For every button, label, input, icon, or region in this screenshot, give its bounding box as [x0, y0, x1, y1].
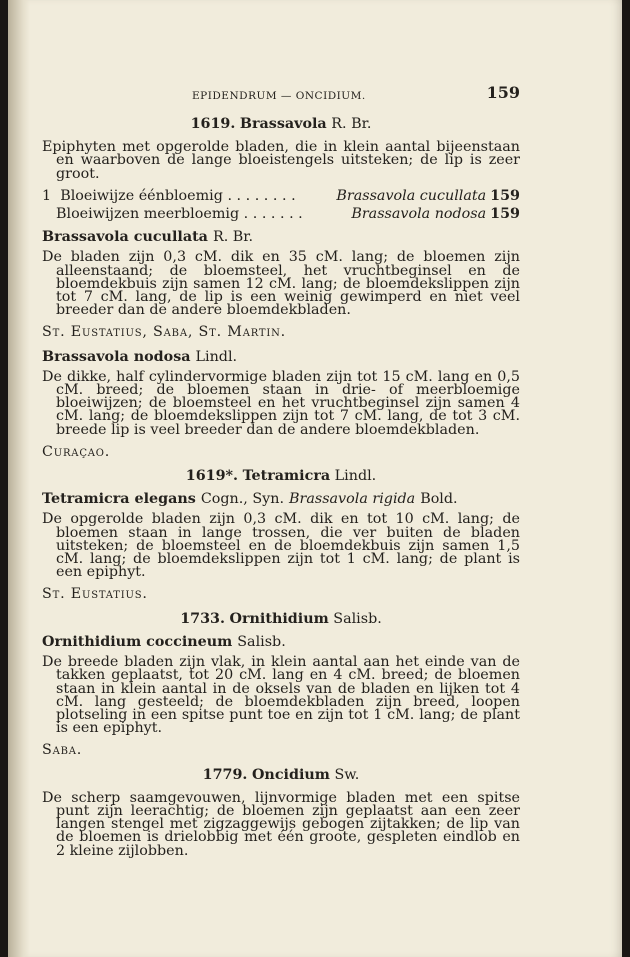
- genus-name: Tetramicra: [242, 468, 331, 485]
- genus-description: Epiphyten met opgerolde bladen, die in klein aantal bijeenstaan en waarboven de lange bloeistengels uitsteken; de lip is zeer groot.: [42, 139, 520, 182]
- species-synonym: Brassavola rigida: [289, 491, 416, 508]
- species-name: Brassavola cucullata: [42, 229, 208, 246]
- species-locality: St. Eustatius.: [42, 586, 148, 603]
- species-locality: Curaçao.: [42, 443, 111, 460]
- key-taxon: Brassavola cucullata: [336, 187, 487, 204]
- genus-name: Oncidium: [251, 766, 330, 783]
- genus-description: De scherp saamgevouwen, lijnvormige bladen met een spitse punt zijn leerachtig; de bloemen zijn geplaatst aan een zeer langen stengel met zigzaggewijs gebogen zijtakken; de lip van de bloemen is drielobbig met één groote, gespleten eindlob en 2 kleine zijlobben.: [42, 789, 520, 859]
- page-text: [42, 80, 520, 867]
- species-name: Tetramicra elegans: [42, 491, 196, 508]
- genus-heading-brassavola: [42, 118, 520, 131]
- genus-heading-tetramicra: [42, 470, 520, 483]
- species-heading: [42, 348, 520, 365]
- genus-heading-oncidium: [42, 766, 520, 783]
- genus-number: 1733.: [180, 610, 225, 627]
- species-description: De bladen zijn 0,3 cM. dik en 35 cM. lang; de bloemen zijn alleenstaand; de bloemsteel, het vruchtbeginsel en de bloemdekbuis zijn samen 12 cM. lang; de bloemdekslippen zijn tot 7 cM. lang, de lip is een weinig gewimperd en niet veel breeder dan de andere bloemdekbladen.: [42, 249, 520, 319]
- book-page: [8, 0, 622, 957]
- species-name: Ornithidium coccineum: [42, 633, 233, 650]
- key-page: 159: [490, 187, 520, 204]
- species-locality: St. Eustatius, Saba, St. Martin.: [42, 324, 287, 341]
- species-description: De opgerolde bladen zijn 0,3 cM. dik en tot 10 cM. lang; de bloemen staan in lange trossen, die ver buiten de bladen uitsteken; de bloemsteel en de bloemdekbuis zijn samen 1,5 cM. lang; de bloemdekslippen zijn tot 1 cM. lang; de plant is een epiphyt.: [42, 511, 520, 581]
- species-name: Brassavola nodosa: [42, 348, 191, 365]
- key-text: Bloeiwijzen meerbloemig . . . . . . .: [56, 206, 303, 223]
- species-authority: R. Br.: [212, 229, 254, 246]
- species-description: De breede bladen zijn vlak, in klein aantal aan het einde van de takken geplaatst, tot 20 cM. lang en 4 cM. breed; de bloemen staan in klein aantal in de oksels van de bladen en lijken tot 4 cM. lang gesteeld; de bloemdekbladen zijn breed, loopen plotseling in een spitse punt toe en zijn tot 1 cM. lang; de plant is een epiphyt.: [42, 654, 520, 737]
- page-gutter-shadow: [8, 0, 30, 957]
- genus-authority: Salisb.: [333, 610, 382, 627]
- genus-authority: Sw.: [334, 766, 360, 783]
- species-heading: [42, 231, 520, 244]
- genus-number: 1779.: [202, 766, 248, 783]
- key-number: 1: [42, 187, 52, 204]
- species-heading: [42, 493, 520, 506]
- genus-name: Ornithidium: [229, 610, 329, 627]
- key-text: Bloeiwijze éénbloemig . . . . . . . .: [60, 187, 296, 204]
- genus-heading-ornithidium: [42, 610, 520, 627]
- species-authority: Salisb.: [237, 633, 286, 650]
- page-header: [42, 80, 520, 102]
- genus-number: 1619.: [190, 116, 236, 132]
- key-taxon: Brassavola nodosa: [351, 206, 487, 223]
- genus-name: Brassavola: [239, 116, 327, 132]
- genus-number: 1619*.: [185, 468, 239, 485]
- running-head: EPIDENDRUM — ONCIDIUM.: [192, 90, 366, 102]
- key-page: 159: [490, 206, 520, 223]
- species-authority: Cogn., Syn.: [200, 491, 285, 508]
- key-line: [42, 187, 520, 204]
- page-number: 159: [486, 83, 520, 102]
- species-heading: [42, 633, 520, 650]
- genus-authority: R. Br.: [331, 116, 372, 132]
- synonym-authority: Bold.: [420, 491, 458, 508]
- genus-authority: Lindl.: [334, 468, 377, 485]
- species-locality: Saba.: [42, 742, 83, 759]
- species-description: De dikke, half cylindervormige bladen zijn tot 15 cM. lang en 0,5 cM. breed; de bloemen staan in drie- of meerbloemige bloeiwijzen; de bloemsteel en het vruchtbeginsel zijn samen 4 cM. lang; de bloemdekslippen zijn tot 7 cM. lang, de tot 3 cM. breede lip is veel breeder dan de andere bloemdekbladen.: [42, 368, 520, 438]
- species-authority: Lindl.: [195, 348, 238, 365]
- key-line: [42, 208, 520, 221]
